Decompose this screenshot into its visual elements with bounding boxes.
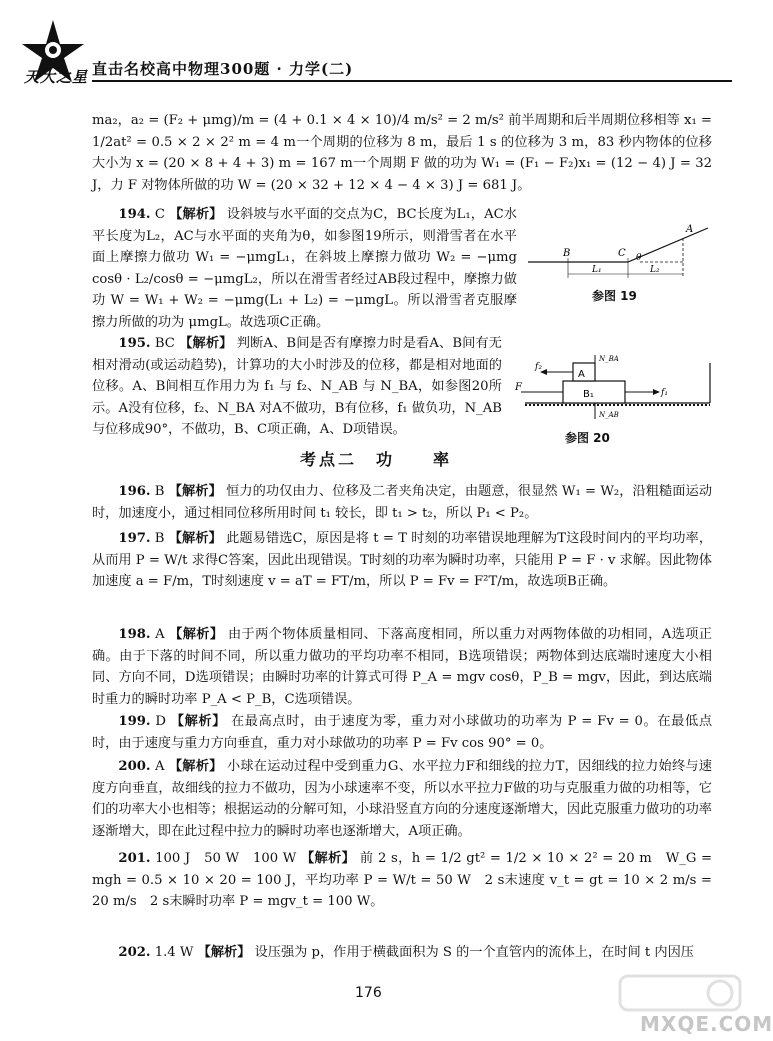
watermark-text: MXQE.COM (640, 1012, 773, 1036)
fig20-label-f1: f₁ (661, 388, 668, 398)
answer-195 (92, 333, 502, 441)
answer-choice: B (154, 484, 165, 499)
question-number: 198. (118, 627, 151, 642)
analysis-text: 由于两个物体质量相同、下落高度相同，所以重力对两物体做的功相同，A选项正确。由于下落的时间不同，所以重力做功的平均功率不相同，B选项错误；两物体到达底端时速度大小相同、方向不同，D选项错误；由瞬时功率的计算式可得 P_A = mgv cosθ，P_B = mgv，因此，到达底端时重力的瞬时功率 P_A < P_B，C选项错误。 (92, 627, 712, 707)
answer-choice: A (155, 627, 165, 642)
analysis-text: 判断A、B间是否有摩擦力时是看A、B间有无相对滑动(或运动趋势)，计算功的大小时涉及的位移，都是相对地面的位移。A、B间相互作用力为 f₁ 与 f₂、N_AB 与 N_BA，如参图20所示。A没有位移，f₂、N_BA 对A不做功，B有位移，f₁ 做负功，N_AB 与位移成90°，不做功，B、C项正确，A、D项错误。 (92, 336, 502, 437)
fig19-label-l1: L₁ (592, 265, 602, 275)
section-title: 考点二 功 率 (300, 450, 453, 469)
fig19-label-theta: θ (636, 253, 642, 263)
question-number: 200. (118, 759, 151, 774)
fig20-label-f2: f₂ (535, 362, 542, 372)
fig20-label-nab: N_AB (599, 411, 619, 419)
answer-201 (92, 848, 712, 913)
fig19-label-c: C (618, 248, 626, 259)
question-number: 194. (118, 207, 151, 222)
analysis-tag: 【解析】 (197, 945, 251, 960)
analysis-text: 在最高点时，由于速度为零，重力对小球做功的功率为 P = Fv = 0。在最低点时，由于速度与重力方向垂直，重力对小球做功的功率 P = Fv cos 90° = 0。 (92, 714, 713, 751)
analysis-tag: 【解析】 (168, 531, 222, 546)
answer-choice: B (154, 531, 165, 546)
question-number: 201. (118, 851, 151, 866)
answer-198 (92, 624, 712, 710)
answer-194 (92, 204, 517, 333)
figure-19-caption: 参图 19 (592, 289, 637, 303)
question-number: 195. (118, 336, 151, 351)
book-title: 直击名校高中物理300题 · 力学(二) (92, 60, 354, 78)
analysis-tag: 【解析】 (169, 627, 224, 642)
answer-202 (92, 942, 712, 964)
fig19-label-a: A (686, 224, 694, 235)
analysis-tag: 【解析】 (179, 336, 233, 351)
question-number: 197. (118, 531, 151, 546)
analysis-text: 恒力的功仅由力、位移及二者夹角决定，由题意，很显然 W₁ = W₂，沿粗糙面运动时，加速度小，通过相同位移所用时间 t₁ 较长，即 t₁ > t₂，所以 P₁ < P₂。 (92, 484, 713, 521)
figure-20-blocks-diagram (515, 355, 720, 427)
figure-20-caption: 参图 20 (565, 431, 610, 445)
fig19-label-l2: L₂ (650, 265, 660, 275)
question-number: 196. (118, 484, 151, 499)
analysis-tag: 【解析】 (168, 759, 223, 774)
question-number: 199. (118, 714, 151, 729)
answer-choice: 1.4 W (154, 945, 194, 960)
answer-choice: A (154, 759, 165, 774)
analysis-text: 设压强为 p，作用于横截面积为 S 的一个直管内的流体上，在时间 t 内因压 (254, 945, 694, 960)
page-number: 176 (355, 985, 382, 1001)
answer-199 (92, 711, 712, 754)
logo-text: 天大之星 (24, 68, 89, 86)
fig20-label-a: A (578, 369, 585, 380)
answer-197 (92, 528, 712, 593)
analysis-tag: 【解析】 (169, 207, 223, 222)
analysis-text: 此题易错选C，原因是将 t = T 时刻的功率错误地理解为T这段时间内的平均功率，从而用 P = W/t 求得C答案，因此出现错误。T时刻的功率为瞬时功率，只能用 P = F · v 求解。因此物体加速度 a = F/m，T时刻速度 v = aT = FT/m，所以 P = Fv = F²T/m，故选项B正确。 (92, 531, 713, 589)
analysis-text: 设斜坡与水平面的交点为C，BC长度为L₁，AC水平长度为L₂，AC与水平面的夹角为θ，如参图19所示，则滑雪者在水平面上摩擦力做功 W₁ = −μmgL₁，在斜坡上摩擦力做功 W₂ = −μmg cosθ · L₂/cosθ = −μmgL₂，所以在滑雪者经过AB段过程中，摩擦力做功 W = W₁ + W₂ = −μmg(L₁ + L₂) = −μmgL。所以滑雪者克服摩擦力所做的功为 μmgL。故选项C正确。 (92, 207, 517, 330)
fig20-label-f: F (515, 382, 522, 393)
answer-196 (92, 481, 712, 524)
analysis-text: 小球在运动过程中受到重力G、水平拉力F和细线的拉力T，因细线的拉力始终与速度方向垂直，故细线的拉力不做功，因为小球速率不变，所以水平拉力F做的功与克服重力做的功相等，它们的功率大小也相等；根据运动的分解可知，小球沿竖直方向的分速度逐渐增大，因此克服重力做功的功率逐渐增大，即在此过程中拉力的瞬时功率也逐渐增大，A项正确。 (92, 759, 712, 839)
answer-choice: BC (154, 336, 175, 351)
answer-paragraph-intro (92, 110, 712, 196)
answer-choice: C (154, 207, 165, 222)
answer-choice: D (155, 714, 166, 729)
analysis-tag: 【解析】 (300, 851, 356, 866)
header-divider (92, 80, 732, 82)
fig20-label-b: B₁ (583, 389, 594, 400)
analysis-tag: 【解析】 (170, 714, 227, 729)
fig20-label-nba: N_BA (599, 355, 619, 363)
fig19-label-b: B (563, 248, 571, 259)
answer-200 (92, 756, 712, 842)
question-number: 202. (118, 945, 151, 960)
paragraph-text: ma₂，a₂ = (F₂ + μmg)/m = (4 + 0.1 × 4 × 10)/4 m/s² = 2 m/s² 前半周期和后半周期位移相等 x₁ = 1/2at² = 0.5 × 2 × 2² m = 4 m一个周期的位移为 8 m，最后 1 s 的位移为 3 m，83 秒内物体的位移大小为 x = (20 × 8 + 4 + 3) m = 167 m一个周期 F 做的功为 W₁ = (F₁ − F₂)x₁ = (12 − 4) J = 32 J，力 F 对物体所做的功 W = (20 × 32 + 12 × 4 − 4 × 3) J = 681 J。 (92, 113, 712, 193)
analysis-tag: 【解析】 (168, 484, 222, 499)
page-header (0, 0, 750, 100)
analysis-text: 前 2 s，h = 1/2 gt² = 1/2 × 10 × 2² = 20 m W_G = mgh = 0.5 × 10 × 20 = 100 J，平均功率 P = W/t = 50 W 2 s末速度 v_t = gt = 10 × 2 m/s = 20 m/s 2 s末瞬时功率 P = mgv_t = 100 W。 (92, 851, 713, 909)
answer-choice: 100 J 50 W 100 W (155, 851, 297, 866)
